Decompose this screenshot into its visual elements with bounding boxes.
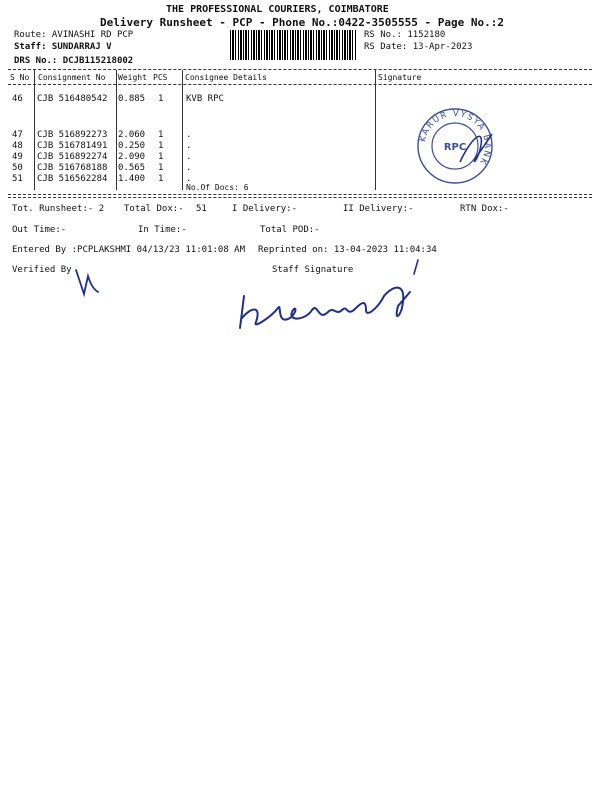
table-row (0, 130, 600, 140)
barcode (230, 30, 356, 60)
cell-consignment: CJB 516768188 (37, 163, 108, 173)
cell-sno: 48 (12, 141, 23, 151)
verified-by-label: Verified By (12, 265, 72, 275)
header-pcs: PCS (153, 73, 168, 82)
cell-consignee: . (186, 141, 192, 151)
table-header (0, 73, 600, 83)
cell-weight: 1.400 (118, 174, 146, 184)
cell-pcs: 1 (158, 130, 164, 140)
total-dox-value: 51 (196, 204, 207, 214)
cell-weight: 0.885 (118, 94, 146, 104)
reprinted-on: Reprinted on: 13-04-2023 11:04:34 (258, 245, 437, 255)
total-dox-label: Total Dox:- (124, 204, 184, 214)
cell-sno: 47 (12, 130, 23, 140)
cell-consignee: . (186, 163, 192, 173)
staff-signature-label: Staff Signature (272, 265, 354, 275)
cell-pcs: 1 (158, 174, 164, 184)
cell-consignee: KVB RPC (186, 94, 224, 104)
cell-consignment: CJB 516562284 (37, 174, 108, 184)
docs-count: No.Of Docs: 6 (186, 183, 249, 192)
cell-consignment: CJB 516892274 (37, 152, 108, 162)
cell-consignment: CJB 516480542 (37, 94, 108, 104)
staff-label: Staff: SUNDARRAJ V (14, 42, 112, 52)
table-row (0, 163, 600, 173)
total-pod: Total POD:- (260, 225, 320, 235)
in-time: In Time:- (138, 225, 187, 235)
cell-weight: 0.250 (118, 141, 146, 151)
cell-sno: 49 (12, 152, 23, 162)
out-time: Out Time:- (12, 225, 67, 235)
table-bottom-rule (8, 194, 592, 195)
table-bottom-rule-2 (8, 197, 592, 198)
ii-delivery: II Delivery:- (343, 204, 414, 214)
table-row (0, 174, 600, 184)
cell-pcs: 1 (158, 152, 164, 162)
header-consignment: Consignment No (38, 73, 106, 82)
cell-weight: 0.565 (118, 163, 146, 173)
cell-pcs: 1 (158, 94, 164, 104)
verifier-signature (70, 266, 110, 300)
company-name: THE PROFESSIONAL COURIERS, COIMBATORE (166, 4, 389, 15)
table-row (0, 141, 600, 151)
entered-by: Entered By :PCPLAKSHMI 04/13/23 11:01:08 AM (12, 245, 245, 255)
tot-runsheet: Tot. Runsheet:- 2 (12, 204, 105, 214)
cell-pcs: 1 (158, 141, 164, 151)
table-row (0, 152, 600, 162)
header-weight: Weight (118, 73, 147, 82)
header-sno: S No (10, 73, 30, 82)
staff-signature (232, 256, 432, 336)
cell-weight: 2.060 (118, 130, 146, 140)
bank-stamp (412, 106, 498, 186)
drs-number: DRS No.: DCJB115218002 (14, 56, 134, 66)
header-signature: Signature (378, 73, 422, 82)
table-row (0, 94, 600, 104)
cell-consignee: . (186, 174, 192, 184)
cell-weight: 2.090 (118, 152, 146, 162)
rs-date: RS Date: 13-Apr-2023 (364, 42, 473, 52)
cell-consignee: . (186, 152, 192, 162)
cell-sno: 51 (12, 174, 23, 184)
rs-number: RS No.: 1152180 (364, 30, 446, 40)
cell-consignee: . (186, 130, 192, 140)
runsheet-subtitle: Delivery Runsheet - PCP - Phone No.:0422-3505555 - Page No.:2 (100, 16, 504, 29)
table-top-rule (8, 69, 592, 70)
route-label: Route: AVINASHI RD PCP (14, 30, 134, 40)
rtn-dox: RTN Dox:- (460, 204, 509, 214)
cell-pcs: 1 (158, 163, 164, 173)
i-delivery: I Delivery:- (232, 204, 298, 214)
header-consignee: Consignee Details (185, 73, 267, 82)
cell-sno: 46 (12, 94, 23, 104)
table-header-rule (8, 84, 592, 85)
cell-consignment: CJB 516781491 (37, 141, 108, 151)
cell-sno: 50 (12, 163, 23, 173)
cell-consignment: CJB 516892273 (37, 130, 108, 140)
stamp-center-text: RPC (443, 142, 467, 153)
stamp-ring-text: KARUR VYSYA BANK (418, 108, 493, 168)
